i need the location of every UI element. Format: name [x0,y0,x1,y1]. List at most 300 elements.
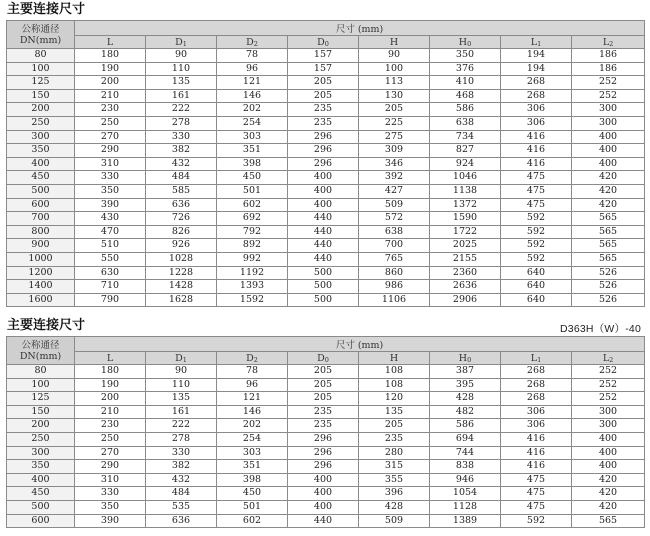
dimension-cell: 135 [146,76,217,90]
dimension-cell: 400 [288,487,359,501]
dimension-cell: 565 [572,514,645,528]
dimension-cell: 350 [75,500,146,514]
dimension-cell: 130 [359,89,430,103]
dimension-cell: 440 [288,514,359,528]
dimension-cell: 350 [430,49,501,63]
dimension-cell: 157 [288,49,359,63]
dimension-cell: 790 [75,293,146,307]
dimension-cell: 416 [501,432,572,446]
table-row [7,473,645,487]
dimension-cell: 306 [501,116,572,130]
dimension-cell: 400 [572,460,645,474]
dimension-cell: 351 [217,144,288,158]
dimension-cell: 387 [430,365,501,379]
dimension-cell: 526 [572,293,645,307]
dn-cell: 250 [7,116,75,130]
dimension-cell: 484 [146,487,217,501]
table1-title: 主要连接尺寸 [7,2,86,17]
column-header-symbol: H [389,36,399,48]
dimension-cell: 202 [217,419,288,433]
column-header-symbol: D [175,352,183,364]
dimension-cell: 290 [75,144,146,158]
dimension-cell: 382 [146,144,217,158]
table-row [7,405,645,419]
dn-cell: 350 [7,144,75,158]
dimension-cell: 205 [288,365,359,379]
dimension-cell: 510 [75,239,146,253]
dimension-cell: 306 [501,405,572,419]
table-row [7,130,645,144]
dimension-cell: 278 [146,116,217,130]
dimension-cell: 500 [288,266,359,280]
dimension-cell: 121 [217,392,288,406]
dimension-cell: 157 [288,62,359,76]
dimension-cell: 205 [288,392,359,406]
table-row [7,514,645,528]
column-header [75,352,146,365]
dimension-cell: 296 [288,432,359,446]
column-header [75,36,146,49]
column-header [501,352,572,365]
table-row [7,293,645,307]
dimension-cell: 78 [217,49,288,63]
column-header-subscript: 0 [324,355,329,364]
dimension-cell: 565 [572,252,645,266]
dimension-cell: 296 [288,157,359,171]
dimensions-group-header: 尺寸 (mm) [75,337,645,352]
dimension-cell: 330 [75,487,146,501]
column-header-symbol: D [317,352,325,364]
table-row [7,239,645,253]
dimension-cell: 252 [572,76,645,90]
dn-cell: 150 [7,405,75,419]
dimension-cell: 1372 [430,198,501,212]
dimension-cell: 440 [288,212,359,226]
dimension-cell: 252 [572,365,645,379]
table-row [7,184,645,198]
column-header-subscript: 2 [253,39,258,48]
column-header [430,352,501,365]
dn-cell: 100 [7,62,75,76]
table-row [7,392,645,406]
dn-cell: 600 [7,514,75,528]
table-row [7,446,645,460]
dn-cell: 300 [7,130,75,144]
dimension-cell: 475 [501,473,572,487]
dimension-cell: 1228 [146,266,217,280]
dimension-cell: 640 [501,266,572,280]
dimensions-group-header: 尺寸 (mm) [75,21,645,36]
dimension-cell: 526 [572,266,645,280]
dimension-cell: 296 [288,446,359,460]
dimension-cell: 420 [572,487,645,501]
dimension-cell: 509 [359,198,430,212]
dimension-cell: 692 [217,212,288,226]
dimension-cell: 351 [217,460,288,474]
dimension-cell: 592 [501,239,572,253]
column-header [359,36,430,49]
dimension-cell: 100 [359,62,430,76]
dimension-cell: 146 [217,89,288,103]
dimension-cell: 1428 [146,280,217,294]
dimension-cell: 296 [288,130,359,144]
column-header [359,352,430,365]
dimension-cell: 420 [572,171,645,185]
dimension-cell: 924 [430,157,501,171]
dimension-cell: 565 [572,239,645,253]
dimension-cell: 268 [501,392,572,406]
table-row [7,89,645,103]
dn-cell: 800 [7,225,75,239]
dn-cell: 600 [7,198,75,212]
dimension-cell: 602 [217,514,288,528]
dimension-cell: 1628 [146,293,217,307]
dimension-cell: 640 [501,280,572,294]
dimension-cell: 300 [572,103,645,117]
dimension-cell: 586 [430,103,501,117]
table-row [7,157,645,171]
dimension-cell: 268 [501,89,572,103]
dimension-cell: 400 [288,473,359,487]
column-header-symbol: L [602,36,610,48]
dimension-cell: 792 [217,225,288,239]
dimension-cell: 222 [146,103,217,117]
column-header-subscript: 2 [253,355,258,364]
dimension-cell: 120 [359,392,430,406]
column-header-symbol: L [602,352,610,364]
dimension-cell: 254 [217,116,288,130]
dimension-cell: 235 [288,103,359,117]
dimension-cell: 280 [359,446,430,460]
column-header-symbol: L [530,36,538,48]
dimension-cell: 432 [146,157,217,171]
dimension-cell: 346 [359,157,430,171]
dimension-cell: 420 [572,184,645,198]
column-header [146,36,217,49]
dimension-cell: 146 [217,405,288,419]
dimension-cell: 592 [501,514,572,528]
dimensions-table-2 [6,336,645,528]
dimension-cell: 992 [217,252,288,266]
dn-cell: 1000 [7,252,75,266]
table-row [7,103,645,117]
dimension-cell: 161 [146,89,217,103]
dimension-cell: 252 [572,392,645,406]
dimensions-table-1 [6,20,645,307]
column-header-subscript: 0 [467,355,472,364]
dimension-cell: 235 [288,116,359,130]
dimension-cell: 210 [75,405,146,419]
dimension-cell: 986 [359,280,430,294]
dimension-cell: 376 [430,62,501,76]
dimension-cell: 630 [75,266,146,280]
column-header-subscript: 1 [537,39,542,48]
dimension-cell: 96 [217,378,288,392]
dimension-cell: 526 [572,280,645,294]
table-row [7,171,645,185]
column-header-subscript: 1 [537,355,542,364]
dn-cell: 250 [7,432,75,446]
dimension-cell: 1393 [217,280,288,294]
dimension-cell: 205 [288,378,359,392]
column-header [501,36,572,49]
dimension-cell: 2636 [430,280,501,294]
dimension-cell: 432 [146,473,217,487]
table-row [7,419,645,433]
dn-cell: 500 [7,500,75,514]
dimension-cell: 350 [75,184,146,198]
dimension-cell: 926 [146,239,217,253]
dimension-cell: 765 [359,252,430,266]
dimension-cell: 222 [146,419,217,433]
dimension-cell: 300 [572,116,645,130]
dn-cell: 350 [7,460,75,474]
dimension-cell: 400 [572,446,645,460]
dimension-cell: 303 [217,446,288,460]
dimension-cell: 252 [572,378,645,392]
dimension-cell: 205 [288,89,359,103]
table-row [7,198,645,212]
table-row [7,378,645,392]
dimension-cell: 640 [501,293,572,307]
dimension-cell: 572 [359,212,430,226]
dn-cell: 1600 [7,293,75,307]
column-header-symbol: H [389,352,399,364]
dimension-cell: 396 [359,487,430,501]
dn-cell: 200 [7,103,75,117]
table-row [7,76,645,90]
table-row [7,487,645,501]
dimension-cell: 268 [501,76,572,90]
dimension-cell: 194 [501,62,572,76]
table-row [7,280,645,294]
dimension-cell: 428 [359,500,430,514]
dn-cell: 200 [7,419,75,433]
dimension-cell: 1046 [430,171,501,185]
dimension-cell: 1128 [430,500,501,514]
dimension-cell: 638 [430,116,501,130]
dimension-cell: 306 [501,103,572,117]
dimension-cell: 726 [146,212,217,226]
dimension-cell: 501 [217,500,288,514]
dn-cell: 150 [7,89,75,103]
dimension-cell: 482 [430,405,501,419]
dimension-cell: 398 [217,473,288,487]
dimension-cell: 186 [572,49,645,63]
dn-cell: 400 [7,157,75,171]
column-header [217,36,288,49]
dimension-cell: 180 [75,49,146,63]
column-header-symbol: H [458,36,468,48]
column-header-subscript: 2 [609,39,614,48]
column-header-subscript: 1 [182,39,187,48]
dimension-cell: 509 [359,514,430,528]
dimension-cell: 78 [217,365,288,379]
dimension-cell: 235 [288,405,359,419]
dimension-cell: 420 [572,500,645,514]
dimension-cell: 565 [572,225,645,239]
model-code: D363H（W）-40 [560,323,641,335]
dimension-cell: 235 [288,419,359,433]
dimension-cell: 252 [572,89,645,103]
dn-cell: 300 [7,446,75,460]
dimension-cell: 946 [430,473,501,487]
dimension-cell: 392 [359,171,430,185]
dn-cell: 500 [7,184,75,198]
dimension-cell: 1592 [217,293,288,307]
dimension-cell: 270 [75,446,146,460]
dimension-cell: 121 [217,76,288,90]
dimension-cell: 1192 [217,266,288,280]
dimension-cell: 296 [288,460,359,474]
dn-cell: 450 [7,171,75,185]
dimension-cell: 550 [75,252,146,266]
dn-cell: 400 [7,473,75,487]
dimension-cell: 440 [288,225,359,239]
dimension-cell: 744 [430,446,501,460]
column-header [572,352,645,365]
column-header [217,352,288,365]
dimension-cell: 400 [288,184,359,198]
column-header [288,352,359,365]
dimension-cell: 636 [146,198,217,212]
dimension-cell: 475 [501,198,572,212]
dimension-cell: 190 [75,378,146,392]
column-header-symbol: H [458,352,468,364]
column-header-subscript: 1 [182,355,187,364]
column-header-symbol: D [317,36,325,48]
dimension-cell: 395 [430,378,501,392]
dimension-cell: 410 [430,76,501,90]
dimension-cell: 309 [359,144,430,158]
dimension-cell: 827 [430,144,501,158]
dimension-cell: 826 [146,225,217,239]
dimension-cell: 108 [359,378,430,392]
dimension-cell: 135 [359,405,430,419]
dimension-cell: 501 [217,184,288,198]
dimension-cell: 190 [75,62,146,76]
dimension-cell: 113 [359,76,430,90]
dimension-cell: 602 [217,198,288,212]
dimension-cell: 268 [501,365,572,379]
column-header [572,36,645,49]
dimension-cell: 2360 [430,266,501,280]
dimension-cell: 500 [288,293,359,307]
table-row [7,225,645,239]
dimension-cell: 300 [572,405,645,419]
dimension-cell: 2906 [430,293,501,307]
dn-header [7,337,75,365]
table-row [7,365,645,379]
dimension-cell: 1028 [146,252,217,266]
dimension-cell: 355 [359,473,430,487]
dn-cell: 125 [7,76,75,90]
column-header-symbol: L [106,352,114,364]
dimension-cell: 390 [75,198,146,212]
dimension-cell: 161 [146,405,217,419]
dimension-cell: 250 [75,116,146,130]
dn-cell: 1400 [7,280,75,294]
dimension-cell: 202 [217,103,288,117]
dimension-cell: 108 [359,365,430,379]
dn-header-unit: DN(mm) [19,350,62,362]
dimension-cell: 860 [359,266,430,280]
dn-cell: 100 [7,378,75,392]
dimension-cell: 430 [75,212,146,226]
dimension-cell: 235 [359,432,430,446]
dn-header [7,21,75,49]
dn-cell: 80 [7,365,75,379]
column-header-subscript: 2 [609,355,614,364]
dimension-cell: 470 [75,225,146,239]
dimension-cell: 427 [359,184,430,198]
dimension-cell: 1054 [430,487,501,501]
dimension-cell: 230 [75,419,146,433]
dimension-cell: 330 [146,130,217,144]
dimension-cell: 296 [288,144,359,158]
column-header-subscript: 0 [467,39,472,48]
table-row [7,116,645,130]
dimension-cell: 194 [501,49,572,63]
dimension-cell: 592 [501,212,572,226]
column-header-symbol: L [530,352,538,364]
dimension-cell: 200 [75,392,146,406]
dimension-cell: 275 [359,130,430,144]
dn-header-unit: DN(mm) [19,34,62,46]
dimension-cell: 278 [146,432,217,446]
dn-cell: 450 [7,487,75,501]
column-header [430,36,501,49]
dimension-cell: 330 [75,171,146,185]
table-row [7,252,645,266]
dimension-cell: 400 [572,432,645,446]
table-row [7,49,645,63]
dimension-cell: 585 [146,184,217,198]
dn-cell: 900 [7,239,75,253]
dimension-cell: 400 [572,144,645,158]
dimension-cell: 2155 [430,252,501,266]
dimension-cell: 475 [501,171,572,185]
dimension-cell: 303 [217,130,288,144]
dimension-cell: 400 [572,157,645,171]
dn-cell: 125 [7,392,75,406]
dimension-cell: 428 [430,392,501,406]
dimension-cell: 638 [359,225,430,239]
dimension-cell: 90 [359,49,430,63]
dimension-cell: 400 [288,198,359,212]
dimension-cell: 420 [572,198,645,212]
dimension-cell: 200 [75,76,146,90]
dimension-cell: 1106 [359,293,430,307]
dimension-cell: 2025 [430,239,501,253]
column-header-subscript: 0 [324,39,329,48]
dimension-cell: 450 [217,171,288,185]
dimension-cell: 450 [217,487,288,501]
dimension-cell: 398 [217,157,288,171]
dimension-cell: 416 [501,144,572,158]
dn-cell: 80 [7,49,75,63]
dimension-cell: 592 [501,225,572,239]
dimension-cell: 210 [75,89,146,103]
dimension-cell: 484 [146,171,217,185]
dimension-cell: 306 [501,419,572,433]
dimension-cell: 535 [146,500,217,514]
dimension-cell: 330 [146,446,217,460]
dimension-cell: 186 [572,62,645,76]
column-header-symbol: D [175,36,183,48]
dn-cell: 1200 [7,266,75,280]
dimension-cell: 1590 [430,212,501,226]
